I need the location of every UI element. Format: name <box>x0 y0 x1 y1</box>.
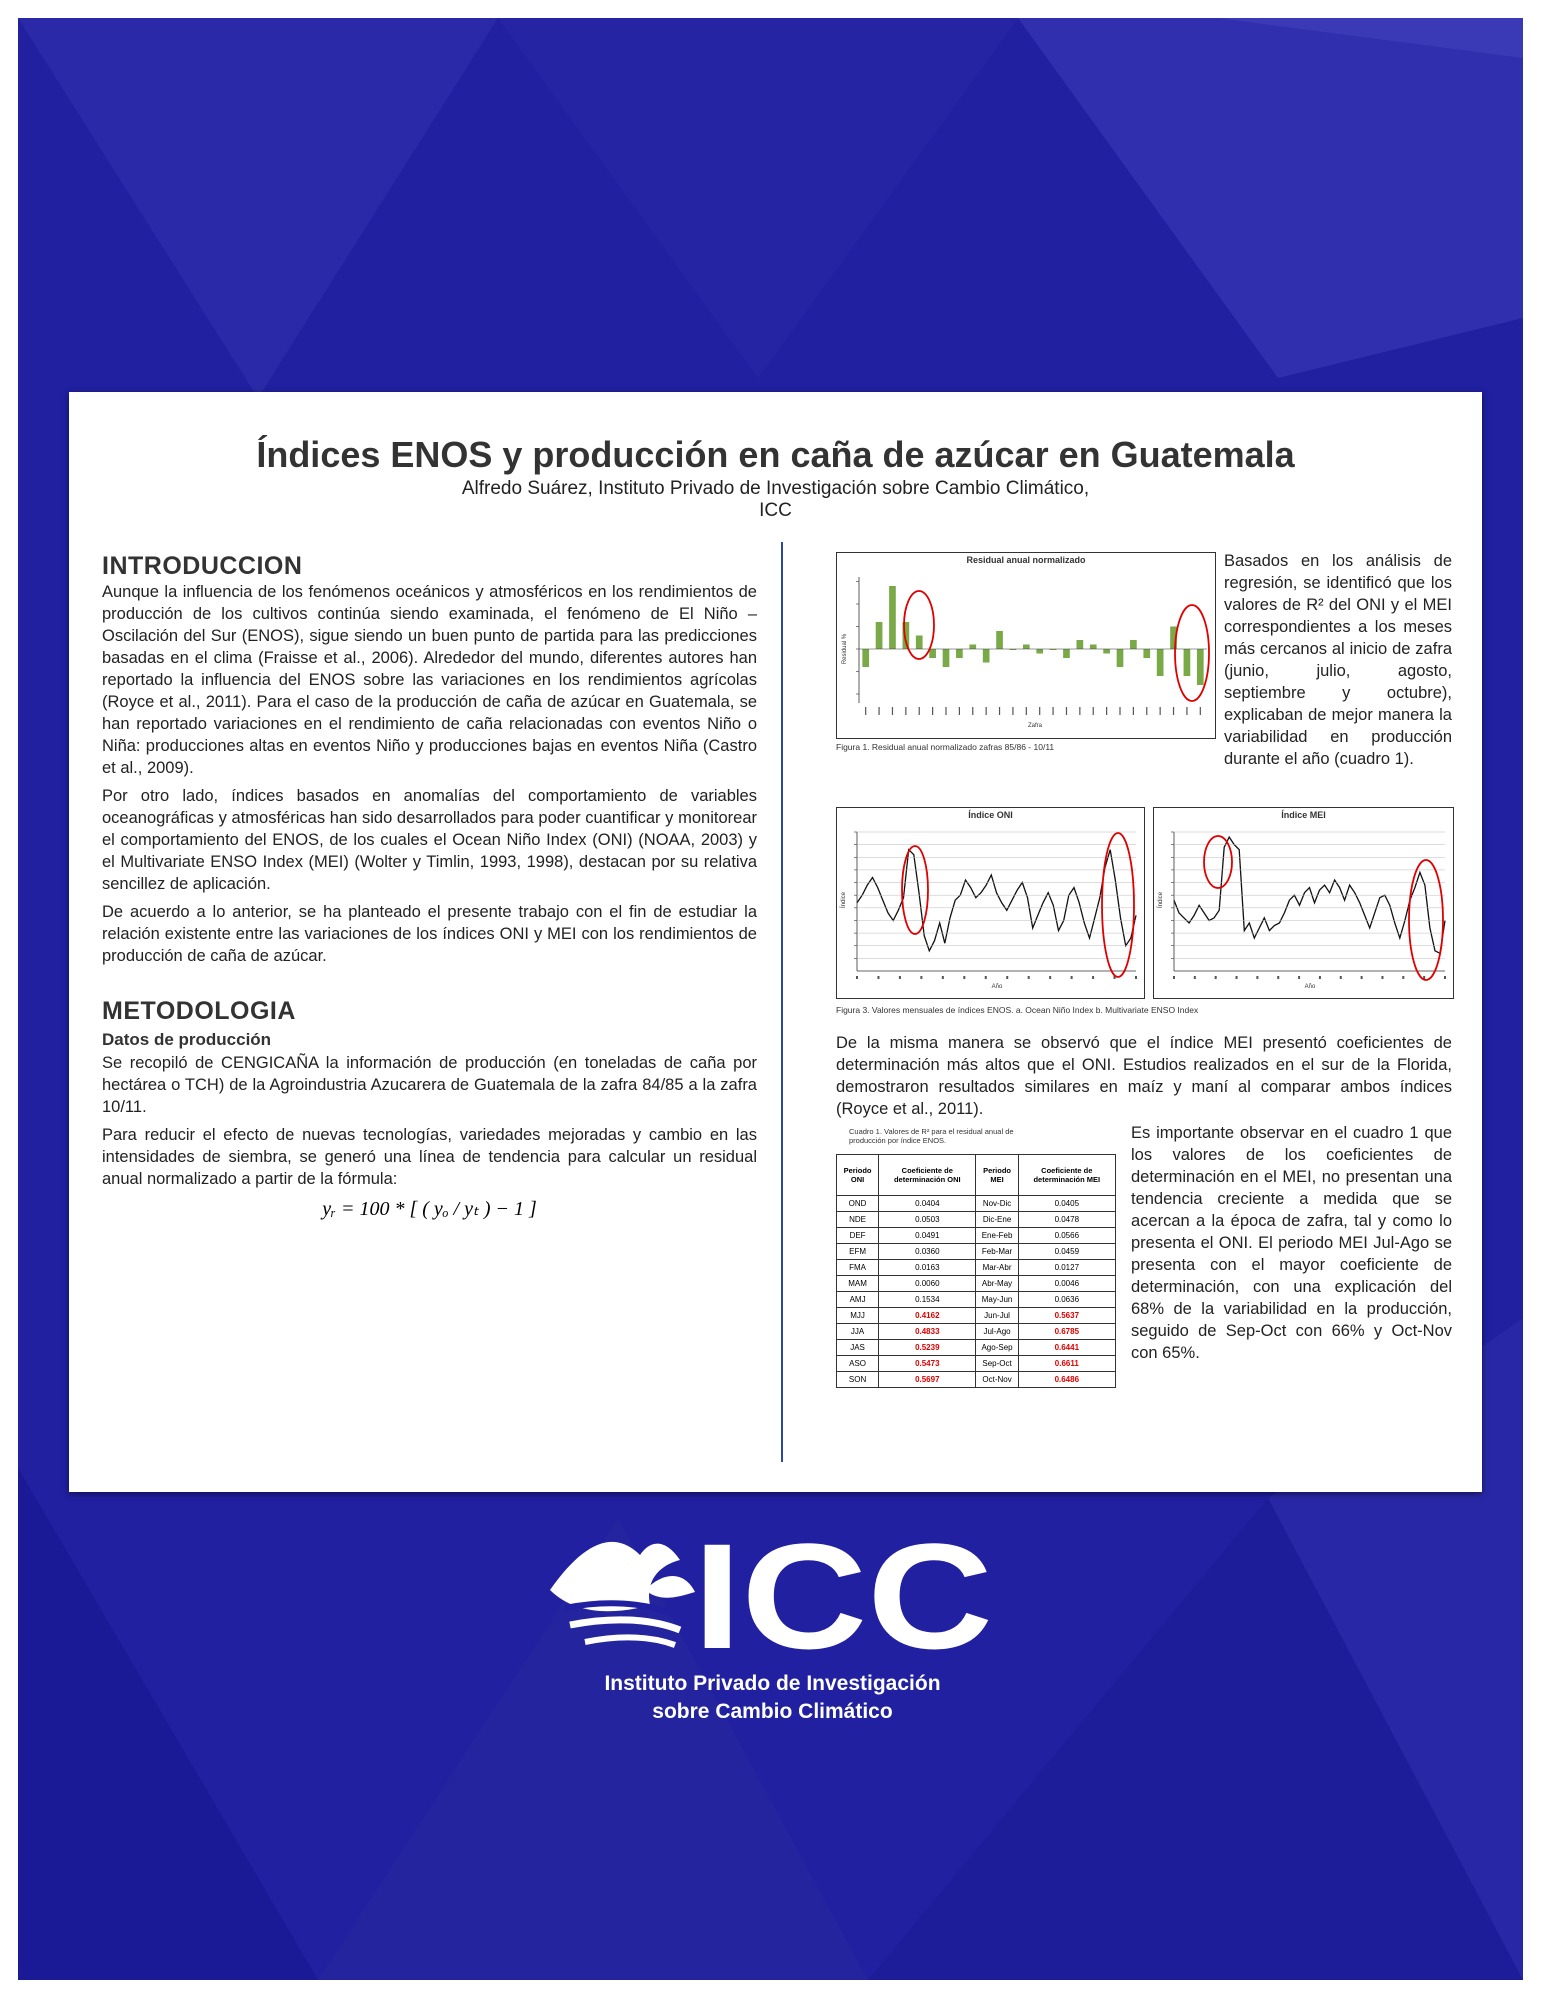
table-row <box>837 1308 1116 1324</box>
periodo-mei-cell: Ago-Sep <box>976 1340 1018 1356</box>
bar-mark <box>1117 649 1124 667</box>
bar-mark <box>1184 649 1191 676</box>
conclusion-text: Es importante observar en el cuadro 1 que los valores de los coeficientes de determinación en el MEI, no presentan una tendencia creciente a medida que se acercan a la época de zafra, tal y como lo presenta el ONI. El periodo MEI Jul-Ago se presenta con el mayor coeficiente de determinación, con una explicación del 68% de la variabilidad en la producción, seguido de Sep-Oct con 66% y Oct-Nov con 65%. <box>1131 1124 1452 1362</box>
bar-mark <box>983 649 990 663</box>
oni-x-tick-label <box>899 976 901 979</box>
header-coef-mei: Coeficiente de determinación MEI <box>1018 1155 1115 1196</box>
oni-x-tick-label <box>942 976 944 979</box>
periodo-mei-cell: Mar-Abr <box>976 1260 1018 1276</box>
table-caption: Cuadro 1. Valores de R² para el residual anual de producción por índice ENOS. <box>849 1127 1014 1145</box>
mei-x-tick-label <box>1340 976 1342 979</box>
table-row <box>837 1372 1116 1388</box>
bar-chart-ylabel: Residual % <box>842 633 848 665</box>
periodo-oni-cell: MJJ <box>837 1308 879 1324</box>
intro-heading: INTRODUCCION <box>102 552 303 580</box>
coef-mei-cell: 0.0405 <box>1018 1196 1115 1212</box>
oni-x-tick-label <box>856 976 858 979</box>
periodo-mei-cell: Sep-Oct <box>976 1356 1018 1372</box>
coef-oni-cell: 0.5239 <box>879 1340 976 1356</box>
bar-mark <box>1143 649 1150 658</box>
oni-x-tick-label <box>1028 976 1030 979</box>
header-periodo-mei: Periodo MEI <box>976 1155 1018 1196</box>
periodo-oni-cell: DEF <box>837 1228 879 1244</box>
table-header-row <box>837 1155 1116 1196</box>
bar-mark <box>916 636 923 650</box>
logo-letters: ICC <box>693 1520 993 1660</box>
mei-chart-xlabel: Año <box>1304 984 1316 990</box>
coef-oni-cell: 0.0163 <box>879 1260 976 1276</box>
coef-oni-cell: 0.0404 <box>879 1196 976 1212</box>
table-row <box>837 1212 1116 1228</box>
coef-mei-cell: 0.6486 <box>1018 1372 1115 1388</box>
intro-paragraph-2: Por otro lado, índices basados en anomalías del comportamiento de variables oceanográficas y atmosféricas han sido desarrollados para poder cuantificar y monitorear el comportamiento del ENOS, de los cuales el Ocean Niño Index (ONI) (NOAA, 2003) y el Multivariate ENSO Index (MEI) (Wolter y Timlin, 1993, 1998), destacan por su relativa sencillez de aplicación. <box>102 787 757 893</box>
mei-x-tick-label <box>1215 976 1217 979</box>
bar-mark <box>1103 649 1110 654</box>
bar-mark <box>943 649 950 667</box>
periodo-oni-cell: AMJ <box>837 1292 879 1308</box>
periodo-oni-cell: EFM <box>837 1244 879 1260</box>
oni-x-tick-label <box>1135 976 1137 979</box>
regression-text: Basados en los análisis de regresión, se identificó que los valores de R² del ONI y el MEI correspondientes a los meses más cercanos al inicio de zafra (junio, julio, agosto, septiembre y octubre), explicaban de mejor manera la variabilidad en producción durante el año (cuadro 1). <box>1224 552 1452 768</box>
periodo-oni-cell: JJA <box>837 1324 879 1340</box>
coef-oni-cell: 0.0060 <box>879 1276 976 1292</box>
bar-chart-svg <box>837 565 1215 733</box>
mei-x-tick-label <box>1173 976 1175 979</box>
periodo-oni-cell: JAS <box>837 1340 879 1356</box>
poster-authors <box>69 478 1482 522</box>
intro-paragraph-3: De acuerdo a lo anterior, se ha planteado el presente trabajo con el fin de estudiar la relación existente entre las variaciones de los índices ONI y MEI con los rendimientos de producción de caña de azúcar. <box>102 903 757 965</box>
bar-mark <box>956 649 963 658</box>
table-row <box>837 1292 1116 1308</box>
authors-line-1: Alfredo Suárez, Instituto Privado de Investigación sobre Cambio Climático, <box>461 478 1090 499</box>
bar-chart-title: Residual anual normalizado <box>966 555 1086 565</box>
methodology-paragraph-1: Se recopiló de CENGICAÑA la información de producción (en toneladas de caña por hectárea o TCH) de la Agroindustria Azucarera de Guatemala de la zafra 84/85 a la zafra 10/11. <box>102 1054 757 1116</box>
oni-x-tick-label <box>920 976 922 979</box>
oni-x-tick-label <box>1071 976 1073 979</box>
mei-x-tick-label <box>1277 976 1279 979</box>
periodo-mei-cell: Ene-Feb <box>976 1228 1018 1244</box>
coef-mei-cell: 0.0566 <box>1018 1228 1115 1244</box>
coef-mei-cell: 0.6441 <box>1018 1340 1115 1356</box>
methodology-heading: METODOLOGIA <box>102 997 296 1025</box>
bar-mark <box>1036 649 1043 654</box>
mei-chart-ylabel: Índice <box>1158 891 1164 909</box>
oni-series-line <box>857 850 1136 951</box>
coef-oni-cell: 0.5473 <box>879 1356 976 1372</box>
mei-comparison-text: De la misma manera se observó que el índice MEI presentó coeficientes de determinación más altos que el ONI. Estudios realizados en el sur de la Florida, demostraron resultados similares en maíz y maní al comparar ambos índices (Royce et al., 2011). <box>836 1034 1452 1118</box>
periodo-oni-cell: ASO <box>837 1356 879 1372</box>
oni-x-tick-label <box>985 976 987 979</box>
icc-logo-mark <box>545 1520 1000 1660</box>
coef-oni-cell: 0.0503 <box>879 1212 976 1228</box>
coef-oni-cell: 0.4162 <box>879 1308 976 1324</box>
oni-x-tick-label <box>1049 976 1051 979</box>
periodo-mei-cell: Feb-Mar <box>976 1244 1018 1260</box>
left-column <box>102 552 757 1221</box>
oni-x-tick-label <box>877 976 879 979</box>
header-periodo-oni: Periodo ONI <box>837 1155 879 1196</box>
mei-line-chart <box>1153 807 1454 999</box>
figure-1-caption: Figura 1. Residual anual normalizado zafras 85/86 - 10/11 <box>836 742 1055 752</box>
research-poster <box>69 392 1482 1492</box>
bar-mark <box>969 645 976 650</box>
periodo-mei-cell: Jul-Ago <box>976 1324 1018 1340</box>
mei-chart-svg <box>1154 820 1453 993</box>
residual-formula: yᵣ = 100 * [ ( yₒ / yₜ ) − 1 ] <box>322 1198 537 1220</box>
poster-title: Índices ENOS y producción en caña de azúcar en Guatemala <box>256 434 1295 475</box>
coef-mei-cell: 0.5637 <box>1018 1308 1115 1324</box>
bar-mark <box>1023 645 1030 650</box>
table-row <box>837 1244 1116 1260</box>
coef-oni-cell: 0.4833 <box>879 1324 976 1340</box>
coef-oni-cell: 0.0491 <box>879 1228 976 1244</box>
oni-x-tick-label <box>1006 976 1008 979</box>
mei-x-tick-label <box>1236 976 1238 979</box>
oni-chart-svg <box>837 820 1144 993</box>
coef-mei-cell: 0.0459 <box>1018 1244 1115 1260</box>
mei-x-tick-label <box>1381 976 1383 979</box>
table-row <box>837 1260 1116 1276</box>
periodo-oni-cell: OND <box>837 1196 879 1212</box>
column-divider <box>781 542 783 1462</box>
periodo-mei-cell: Jun-Jul <box>976 1308 1018 1324</box>
coef-mei-cell: 0.0127 <box>1018 1260 1115 1276</box>
bar-mark <box>889 586 896 649</box>
periodo-mei-cell: May-Jun <box>976 1292 1018 1308</box>
table-row <box>837 1356 1116 1372</box>
bar-mark <box>1090 645 1097 650</box>
mei-x-tick-label <box>1256 976 1258 979</box>
coef-oni-cell: 0.0360 <box>879 1244 976 1260</box>
periodo-oni-cell: MAM <box>837 1276 879 1292</box>
table-row <box>837 1196 1116 1212</box>
bar-mark <box>1077 640 1084 649</box>
periodo-mei-cell: Oct-Nov <box>976 1372 1018 1388</box>
production-data-subheading: Datos de producción <box>102 1030 272 1049</box>
oni-chart-title: Índice ONI <box>968 810 1013 820</box>
residual-bar-chart <box>836 552 1216 739</box>
mei-chart-title: Índice MEI <box>1281 810 1326 820</box>
mei-x-tick-label <box>1194 976 1196 979</box>
coef-mei-cell: 0.6611 <box>1018 1356 1115 1372</box>
periodo-oni-cell: NDE <box>837 1212 879 1228</box>
bar-chart-xlabel: Zafra <box>1027 723 1043 729</box>
methodology-paragraph-2: Para reducir el efecto de nuevas tecnologías, variedades mejoradas y cambio en las intensidades de siembra, se generó una línea de tendencia para calcular un residual anual normalizado a partir de la fórmula: <box>102 1126 757 1188</box>
intro-paragraph-1: Aunque la influencia de los fenómenos oceánicos y atmosféricos en los rendimientos de producción de los cultivos continúa siendo examinada, el fenómeno de El Niño – Oscilación del Sur (ENOS), sigue siendo un buen punto de partida para las predicciones basadas en el clima (Fraisse et al., 2006). Alrededor del mundo, diferentes autores han reportado la influencia del ENOS sobre las variaciones en los rendimientos agrícolas (Royce et al., 2011). Para el caso de la producción de caña de azúcar en Guatemala, se han reportado variaciones en el rendimiento de caña relacionadas con eventos Niño o Niña: producciones altas en eventos Niño y producciones bajas en eventos Niña (Castro et al., 2009). <box>102 583 757 777</box>
header-coef-oni: Coeficiente de determinación ONI <box>879 1155 976 1196</box>
coef-mei-cell: 0.6785 <box>1018 1324 1115 1340</box>
mei-x-tick-label <box>1402 976 1404 979</box>
mei-highlight-left <box>1204 836 1232 888</box>
table-row <box>837 1276 1116 1292</box>
bar-mark <box>929 649 936 658</box>
bar-mark <box>1197 649 1204 685</box>
table-row <box>837 1324 1116 1340</box>
highlight-ellipse-right <box>1175 605 1209 701</box>
oni-chart-xlabel: Año <box>991 984 1003 990</box>
oni-x-tick-label <box>1092 976 1094 979</box>
periodo-mei-cell: Dic-Ene <box>976 1212 1018 1228</box>
r2-table <box>836 1154 1116 1388</box>
bar-mark <box>996 631 1003 649</box>
mei-x-tick-label <box>1444 976 1446 979</box>
oni-line-chart <box>836 807 1145 999</box>
logo-line-2: sobre Cambio Climático <box>652 1700 893 1723</box>
bar-mark <box>876 622 883 649</box>
mei-highlight-right <box>1409 860 1443 980</box>
coef-oni-cell: 0.5697 <box>879 1372 976 1388</box>
table-row <box>837 1228 1116 1244</box>
bar-mark <box>1157 649 1164 676</box>
figure-3-caption: Figura 3. Valores mensuales de índices ENOS. a. Ocean Niño Index b. Multivariate ENSO Index <box>836 1005 1199 1015</box>
periodo-oni-cell: FMA <box>837 1260 879 1276</box>
table-row <box>837 1340 1116 1356</box>
mei-x-tick-label <box>1298 976 1300 979</box>
mei-x-tick-label <box>1319 976 1321 979</box>
periodo-oni-cell: SON <box>837 1372 879 1388</box>
periodo-mei-cell: Abr-May <box>976 1276 1018 1292</box>
coef-mei-cell: 0.0046 <box>1018 1276 1115 1292</box>
mei-x-tick-label <box>1361 976 1363 979</box>
oni-chart-ylabel: Índice <box>841 891 847 909</box>
bar-mark <box>1063 649 1070 658</box>
logo-line-1: Instituto Privado de Investigación <box>604 1672 941 1695</box>
oni-x-tick-label <box>963 976 965 979</box>
icc-logo <box>545 1520 1000 1760</box>
bar-mark <box>862 649 869 667</box>
oni-highlight-right <box>1102 833 1134 977</box>
bar-mark <box>1130 640 1137 649</box>
coef-mei-cell: 0.0636 <box>1018 1292 1115 1308</box>
periodo-mei-cell: Nov-Dic <box>976 1196 1018 1212</box>
authors-line-2: ICC <box>759 500 792 521</box>
coef-oni-cell: 0.1534 <box>879 1292 976 1308</box>
coef-mei-cell: 0.0478 <box>1018 1212 1115 1228</box>
